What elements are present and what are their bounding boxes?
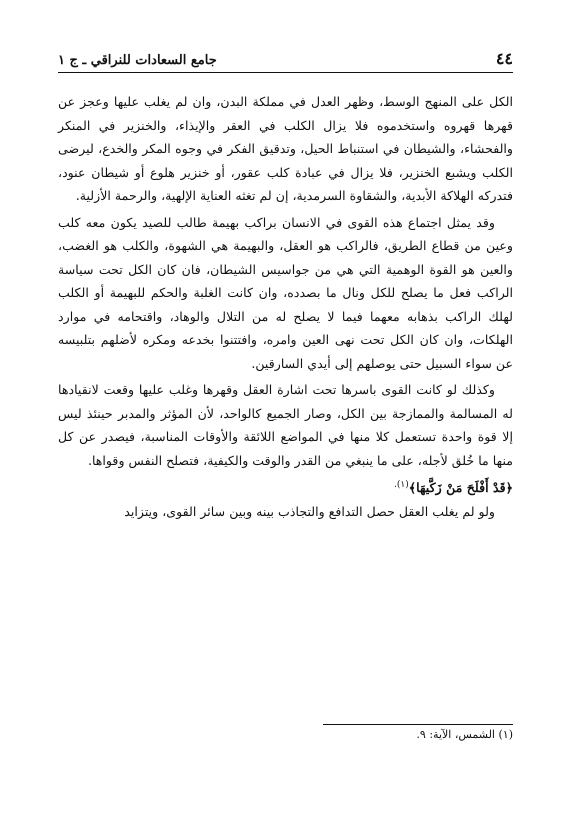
paragraph-4: ولو لم يغلب العقل حصل التدافع والتجاذب بينه وبين سائر القوى، ويتزايد xyxy=(124,503,495,519)
paragraph-1: الكل على المنهج الوسط، وظهر العدل في مملكة البدن، وان لم يغلب عليها وعجز عن قهرها قهروه واستخدموه فلا يزال الكلب في العقر والإيذاء، والخنزير في المنكر والفحشاء، والشيطان في استنباط الحيل، وتدقيق الفكر في وجوه المكر والخدع، ليرضى الكلب ويشبع الخنزير، فلا يزال في عبادة كلب عقور، أو خنزير هلوع أو شيطان عنود، فتدركه الهلاكة الأبدية، والشقاوة السرمدية، إن لم تغثه العناية الإلهية، والرحمة الأزلية. xyxy=(58,94,513,203)
running-title: جامع السعادات للنراقي ـ ج ١ xyxy=(58,53,217,68)
page-number: ٤٤ xyxy=(495,49,513,68)
page-header xyxy=(58,44,513,68)
footnote-divider xyxy=(323,724,513,725)
paragraph-2: وقد يمثل اجتماع هذه القوى في الانسان براكب بهيمة طالب للصيد يكون معه كلب وعين من قطاع الطريق، فالراكب هو العقل، والبهيمة هي الشهوة، والكلب هو الغضب، والعين هو القوة الوهمية التي هي من جواسيس الشيطان، فان كان الكل تحت سياسة الراكب فعل ما يصلح للكل ونال ما بصدده، وان كانت الغلبة والحكم للبهيمة أو الكلب لهلك الراكب بذهابه معهما فيما لا يصلح له من التلال والوهاد، واقتحامه في موارد الهلكات، وان كان الكل تحت نهى العين وامره، وافتتنوا بخدعه ومكره لأضلهم بتلبيسه عن سواء السبيل حتى يوصلهم إلى أيدي السارقين. xyxy=(58,214,513,371)
quran-verse xyxy=(58,474,513,500)
paragraph-3: وكذلك لو كانت القوى باسرها تحت اشارة العقل وقهرها وغلب عليها وقعت لانقيادها له المسالمة والممازجة بين الكل، وصار الجميع كالواحد، لأن المؤثر والمدبر حينئذ ليس إلا قوة واحدة تستعمل كلا منها في المواضع اللائقة والأوقات المناسبة، فيصدر عن كل منها ما خُلق لأجله، على ما ينبغي من القدر والوقت والكيفية، فتصلح النفس وقواها. xyxy=(58,382,513,468)
verse-text: ﴿قَدْ أَفْلَحَ مَنْ زَكَّيهَا﴾ xyxy=(408,480,513,496)
footnote-marker: (١). xyxy=(394,480,409,490)
footnote: (١) الشمس، الآية: ٩. xyxy=(416,728,513,741)
main-text xyxy=(58,90,513,523)
header-divider xyxy=(58,72,513,73)
